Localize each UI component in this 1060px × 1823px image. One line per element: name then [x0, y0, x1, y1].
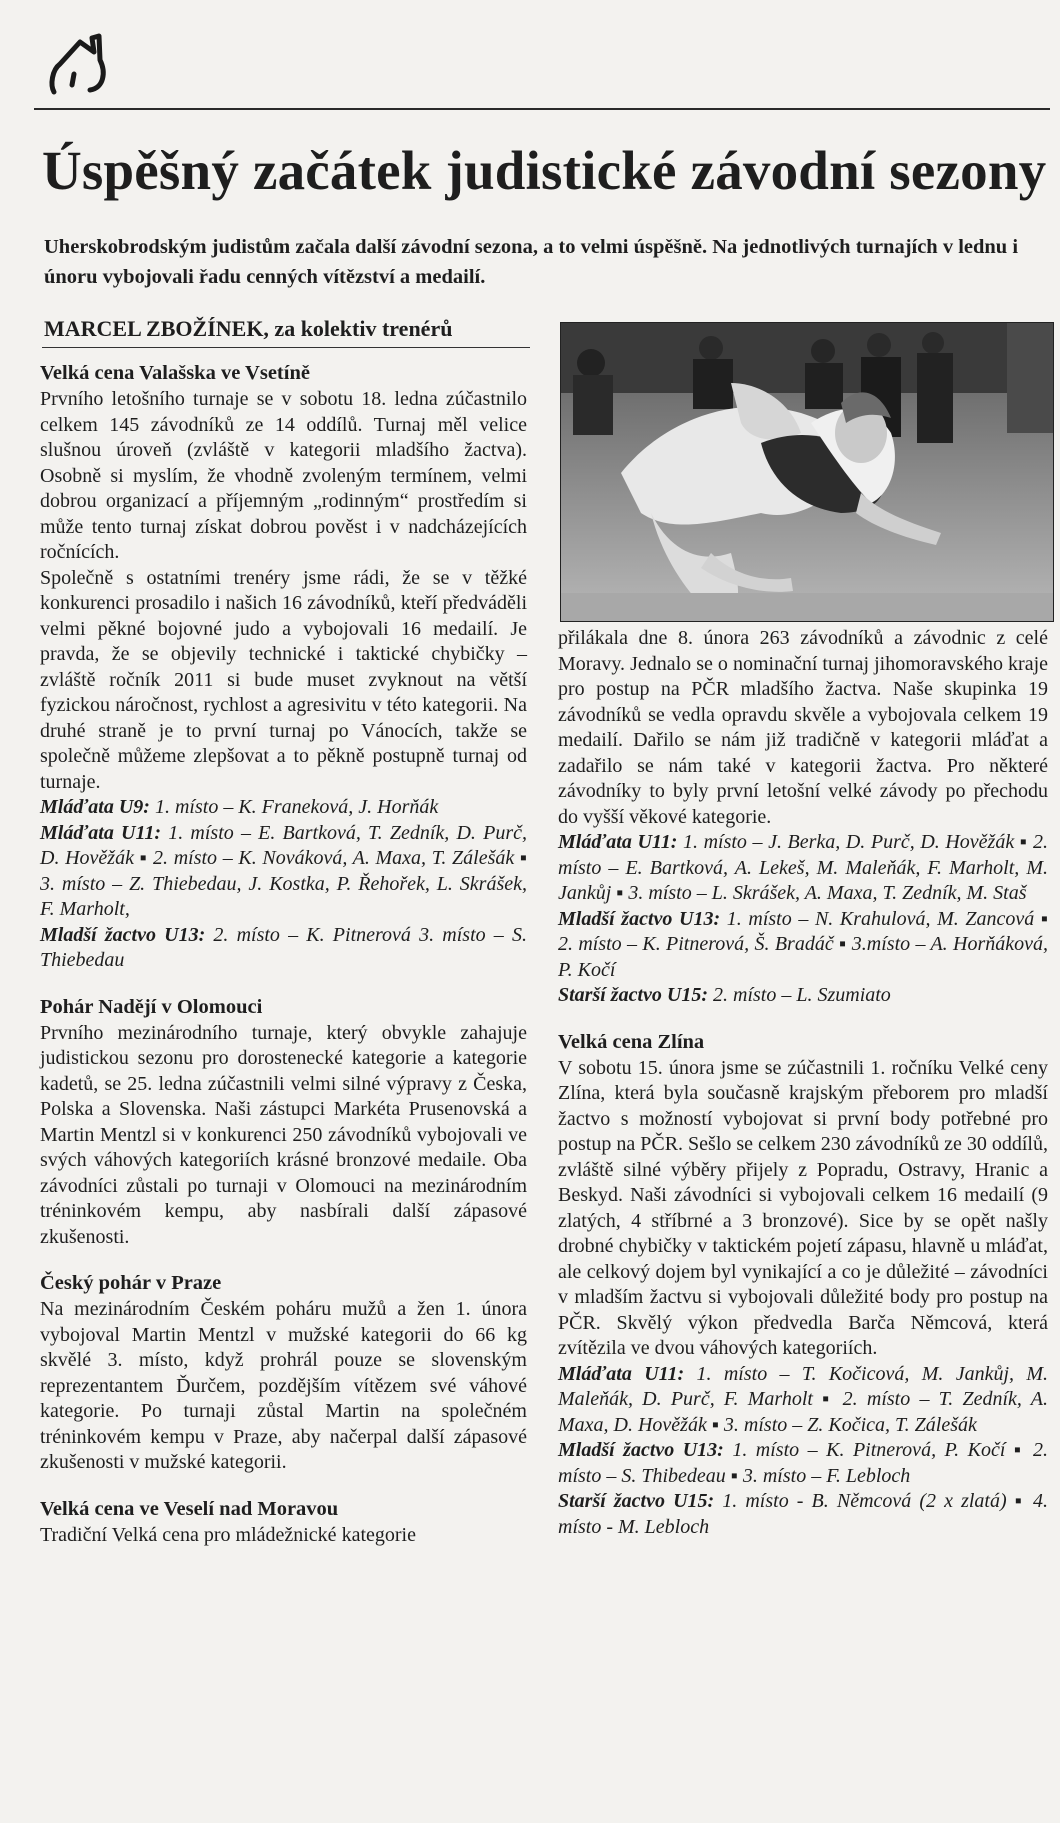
results-category: Mláďata U11:	[558, 1362, 685, 1385]
header-rule	[34, 108, 1050, 110]
section-text: Na mezinárodním Českém poháru mužů a žen 1. února vybojoval Martin Mentzl v mužské kategorii do 66 kg skvělé 3. místo, když prohrál pouze se slovenským reprezentantem Ďurčem, pozdějším vítězem své váhové kategorie. Po turnaji zůstal Martin na společném tréninkovém kempu v Praze, aby načerpal další zápasové zkušenosti v mužské kategorii.	[40, 1298, 527, 1473]
house-outline-icon	[42, 30, 112, 100]
results-category: Starší žactvo U15:	[558, 984, 708, 1006]
results-text: 1. místo – J. Berka, D. Purč, D. Hověžák ▪ 2. místo – E. Bartková, A. Lekeš, M. Maleňák, F. Marholt, M. Jankůj ▪ 3. místo – L. Skrášek, A. Maxa, T. Zedník, M. Staš	[558, 831, 1049, 904]
results-line	[558, 1489, 1048, 1540]
article-lead: Uherskobrodským judistům začala další závodní sezona, a to velmi úspěšně. Na jednotlivých turnajích v lednu i únoru vybojovali řadu cenných vítězství a medailí.	[44, 236, 1019, 288]
section-title-valassko: Velká cena Valašska ve Vsetíně	[40, 362, 310, 384]
section-text: V sobotu 15. února jsme se zúčastnili 1. ročníku Velké ceny Zlína, která byla současně krajským přeborem pro mladší žactvo s možností vybojovat si první body potřebné pro postup na PČR. Sešlo se celkem 230 závodníků ze 30 oddílů, zvláště silné výběry přijely z Popradu, Ostravy, Hranic a Beskyd. Naši závodníci si vybojovali celkem 16 medailí (9 zlatých, 4 stříbrné a 3 bronzové). Sice by se opět našly drobné chybičky v taktickém pojetí zápasu, hlavně u mláďat, ale celkový dojem byl vynikající a co je důležité – závodníci v mladším žactvu si vybojovali důležité body pro postup na PČR. Skvělý výkon předvedla Barča Němcová, která zvítězila ve dvou váhových kategoriích.	[558, 1056, 1048, 1359]
article-author: MARCEL ZBOŽÍNEK, za kolektiv trenérů	[44, 316, 453, 341]
results-text: 1. místo – K. Pitnerová, P. Kočí ▪ 2. místo – S. Thibedeau ▪ 3. místo – F. Lebloch	[558, 1439, 1048, 1487]
author-rule	[42, 347, 530, 348]
section-text: Prvního mezinárodního turnaje, který obvykle zahajuje judistickou sezonu pro dorostenecké kategorie a kategorie kadetů, se 25. ledna zúčastnili velmi silné výpravy z Česka, Polska a Slovenska. Naši zástupci Markéta Prusenovská a Martin Mentzl si v konkurenci 250 závodníků vybojovali ve svých váhových kategoriích krásné bronzové medaile. Oba závodníci zůstali po turnaji v Olomouci na mezinárodním tréninkovém kempu, aby nasbírali další zápasové zkušenosti.	[40, 1021, 527, 1248]
article-headline: Úspěšný začátek judistické závodní sezony	[42, 140, 1047, 201]
results-line	[558, 1438, 1048, 1489]
results-line	[558, 983, 1048, 1009]
section-text: přilákala dne 8. února 263 závodníků a závodnic z celé Moravy. Jednalo se o nominační turnaj jihomoravského kraje pro postup na PČR mladšího žactva. Naše skupinka 19 závodníků se vedla opravdu skvěle a vybojovala celkem 19 medailí. Dařilo se nám již tradičně v kategorii mláďat a zadařilo se nám také v kategorii žactva. Pro některé závodníky to byly první letošní velké závody po přechodu do vyšší věkové kategorie.	[558, 627, 1048, 828]
right-column	[558, 626, 1048, 1560]
section-text: Prvního letošního turnaje se v sobotu 18. ledna zúčastnilo celkem 145 závodníků ze 14 oddílů. Turnaj měl velice slušnou úroveň (zvláště v kategorii mladšího žactva). Osobně si myslím, že vhodně zvoleným termínem, velmi dobrou organizací a příjemným „rodinným“ prostředím si může tento turnaj získat dobrou pověst i v nadcházejících ročnících.	[40, 388, 527, 563]
results-category: Mladší žactvo U13:	[558, 1439, 724, 1461]
results-text: 2. místo – K. Pitnerová 3. místo – S. Thiebedau	[40, 923, 527, 971]
results-category: Mladší žactvo U13:	[40, 923, 206, 946]
judo-match-photo	[560, 322, 1054, 622]
results-text: 1. místo – T. Kočicová, M. Jankůj, M. Maleňák, D. Purč, F. Marholt ▪ 2. místo – T. Zedník, A. Maxa, D. Hověžák ▪ 3. místo – Z. Kočica, T. Zálešák	[558, 1362, 1048, 1436]
results-text: 1. místo – K. Franeková, J. Horňák	[149, 796, 439, 818]
results-text: 1. místo – E. Bartková, T. Zedník, D. Purč, D. Hověžák ▪ 2. místo – K. Nováková, A. Maxa, T. Zálešák ▪ 3. místo – Z. Thiebedau, J. Kostka, P. Řehořek, L. Skrášek, F. Marholt,	[40, 821, 527, 920]
results-text: 2. místo – L. Szumiato	[708, 984, 891, 1006]
results-line	[558, 1362, 1048, 1439]
results-line	[40, 821, 527, 923]
section-title-praha: Český pohár v Praze	[40, 1272, 222, 1294]
results-category: Starší žactvo U15:	[558, 1490, 715, 1512]
section-title-zlin: Velká cena Zlína	[558, 1030, 705, 1053]
results-category: Mláďata U9:	[40, 796, 150, 818]
results-line	[558, 907, 1048, 984]
results-line	[40, 923, 527, 974]
results-line	[558, 830, 1048, 907]
results-category: Mláďata U11:	[558, 831, 678, 853]
results-text: 1. místo – N. Krahulová, M. Zancová ▪ 2. místo – K. Pitnerová, Š. Bradáč ▪ 3.místo – A. Horňáková, P. Kočí	[558, 907, 1048, 981]
section-text: Společně s ostatními trenéry jsme rádi, že se v těžké konkurenci prosadilo i našich 16 závodníků, kteří předváděli velmi pěkné bojovné judo a vybojovali 16 medailí. Je pravda, že se objevily technické i taktické chybičky – zvláště ročník 2011 si bude muset zvyknout na větší fyzickou náročnost, rychlost a agresivitu v této kategorii. Na druhé straně je to první turnaj po Vánocích, takže se společně můžeme zlepšovat a to pěkně postupně turnaj od turnaje.	[40, 566, 527, 793]
results-text: 1. místo - B. Němcová (2 x zlatá) ▪ 4. místo - M. Lebloch	[558, 1490, 1048, 1538]
left-column	[40, 360, 527, 1552]
section-text: Tradiční Velká cena pro mládežnické kategorie	[40, 1523, 416, 1546]
results-line	[40, 795, 527, 821]
results-category: Mláďata U11:	[40, 821, 162, 844]
results-category: Mladší žactvo U13:	[558, 907, 721, 930]
section-title-olomouc: Pohár Nadějí v Olomouci	[40, 995, 263, 1018]
section-title-veseli: Velká cena ve Veselí nad Moravou	[40, 1497, 339, 1520]
